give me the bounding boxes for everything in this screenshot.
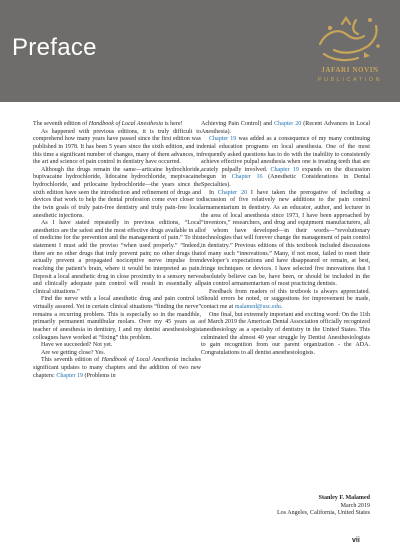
right-column bbox=[201, 121, 370, 357]
paragraph: As I have stated repeatedly in previous editions, “Local anesthetics are the safest and the most effective drugs available in all of medicine for the prevention and the management of pain.” To this statement I must add the proviso “when used properly.” “Indeed, there are no other drugs that truly prevent pain; no other drugs that actually prevent a propagated nociceptive nerve impulse from reaching the patient’s brain, where it would be interpreted as pain. Deposit a local anesthetic drug in close proximity to a sensory nerve and clinically adequate pain control will result in essentially all clinical situations.” bbox=[33, 220, 201, 295]
signature-place: Los Angeles, California, United States bbox=[276, 510, 370, 517]
paragraph: Although the drugs remain the same—articaine hydrochloride, bupivacaine hydrochloride, lidocaine hydrochloride, mepivacaine hydrochloride, and prilocaine hydrochloride—the years since the sixth edition have seen the introduction and refinement of drugs and devices that work to help the dental profession come ever closer to the twin goals of truly pain-free dentistry and truly pain-free local anesthetic injections. bbox=[33, 166, 201, 219]
chapter-link[interactable]: Chapter 19 bbox=[56, 372, 84, 379]
paragraph: The seventh edition of Handbook of Local Anesthesia is here! bbox=[33, 121, 183, 127]
chapter-link[interactable]: Chapter 20 bbox=[274, 121, 302, 127]
paragraph: This seventh edition of Handbook of Local Anesthesia includes significant updates to many chapters and the addition of two new chapters: Chapter 19 (Problems in bbox=[33, 357, 201, 379]
paragraph: In Chapter 20 I have taken the prerogative of including a discussion of five relatively new additions to the pain control armamentarium in dentistry. As an educator, author, and lecturer in the area of local anesthesia since 1973, I have been approached by “inventors,” researchers, and drug and equipment manufacturers, all of whom have developed—in their words—“revolutionary technologies that will forever change the management of pain control in dentistry.” Previous editions of this textbook included discussions of many such “innovations.” Many, if not most, failed to meet their developer’s expectations and have disappeared or remain, at best, fringe techniques or devices. I have selected five innovations that I absolutely believe can be, have been, or should be included in the pain control armamentarium of most practicing dentists. bbox=[201, 189, 370, 288]
page-number: vii bbox=[352, 537, 360, 544]
calligraphy-logo-icon bbox=[312, 10, 388, 66]
chapter-link[interactable]: Chapter 19 bbox=[209, 136, 237, 143]
left-column bbox=[33, 121, 201, 380]
author-name: Stanley F. Malamed bbox=[318, 495, 370, 501]
publisher-logo bbox=[300, 0, 400, 102]
chapter-link[interactable]: Chapter 16 bbox=[231, 174, 263, 181]
publisher-subtitle: PUBLICATION bbox=[317, 77, 383, 83]
paragraph: Have we succeeded? Not yet. bbox=[41, 342, 113, 349]
paragraph: Achieving Pain Control) and Chapter 20 (Recent Advances in Local Anesthesia). bbox=[201, 121, 371, 135]
paragraph: As happened with previous editions, it is truly difficult to comprehend how many years have passed since the first edition was published in 1978. It has been 5 years since the sixth edition, and in this time a significant number of changes, many of them advances, in the art and science of pain control in dentistry have occurred. bbox=[33, 128, 201, 166]
signature-date: March 2019 bbox=[340, 502, 370, 509]
paragraph: One final, but extremely important and exciting word: On the 11th of March 2019 the American Dental Association officially recognized anesthesiology as a specialty of dentistry in the United States. This culminated the almost 40 year struggle by Dentist Anesthesiologists to gain recognition from our parent organization - the ADA. Congratulations to all dentist anesthesiologists. bbox=[201, 311, 370, 356]
email-link[interactable]: malamed@usc.edu bbox=[234, 304, 281, 310]
page-title: Preface bbox=[12, 34, 97, 61]
paragraph: Chapter 19 was added as a consequence of my many continuing dental education programs on local anesthesia. One of the most frequently asked questions has to do with the inability to consistently achieve effective pulpal anesthesia when one is treating teeth that are acutely pulpally involved. Chapter 19 expands on the discussion begun in Chapter 16 (Anesthetic Considerations in Dental Specialties). bbox=[201, 136, 371, 188]
signature-block bbox=[201, 495, 370, 518]
chapter-link[interactable]: Chapter 20 bbox=[217, 189, 247, 196]
header-band bbox=[0, 0, 400, 102]
paragraph: Find the nerve with a local anesthetic drug and pain control is virtually assured. Yet in certain clinical situations “finding the nerve” remains a recurring problem. This is especially so in the mandible, primarily permanent mandibular molars. Over my 45 years as a teacher of anesthesia in dentistry, I and my dentist anesthesiologist colleagues have worked at “fixing” this problem. bbox=[33, 296, 201, 341]
chapter-link[interactable]: Chapter 19 bbox=[270, 166, 299, 173]
paragraph: Feedback from readers of this textbook is always appreciated. Should errors be noted, or suggestions for improvement be made, contact me at malamed@usc.edu. bbox=[201, 288, 370, 310]
publisher-name: JAFARI NOVIN bbox=[321, 66, 379, 74]
paragraph: Are we getting close? Yes. bbox=[41, 349, 106, 356]
